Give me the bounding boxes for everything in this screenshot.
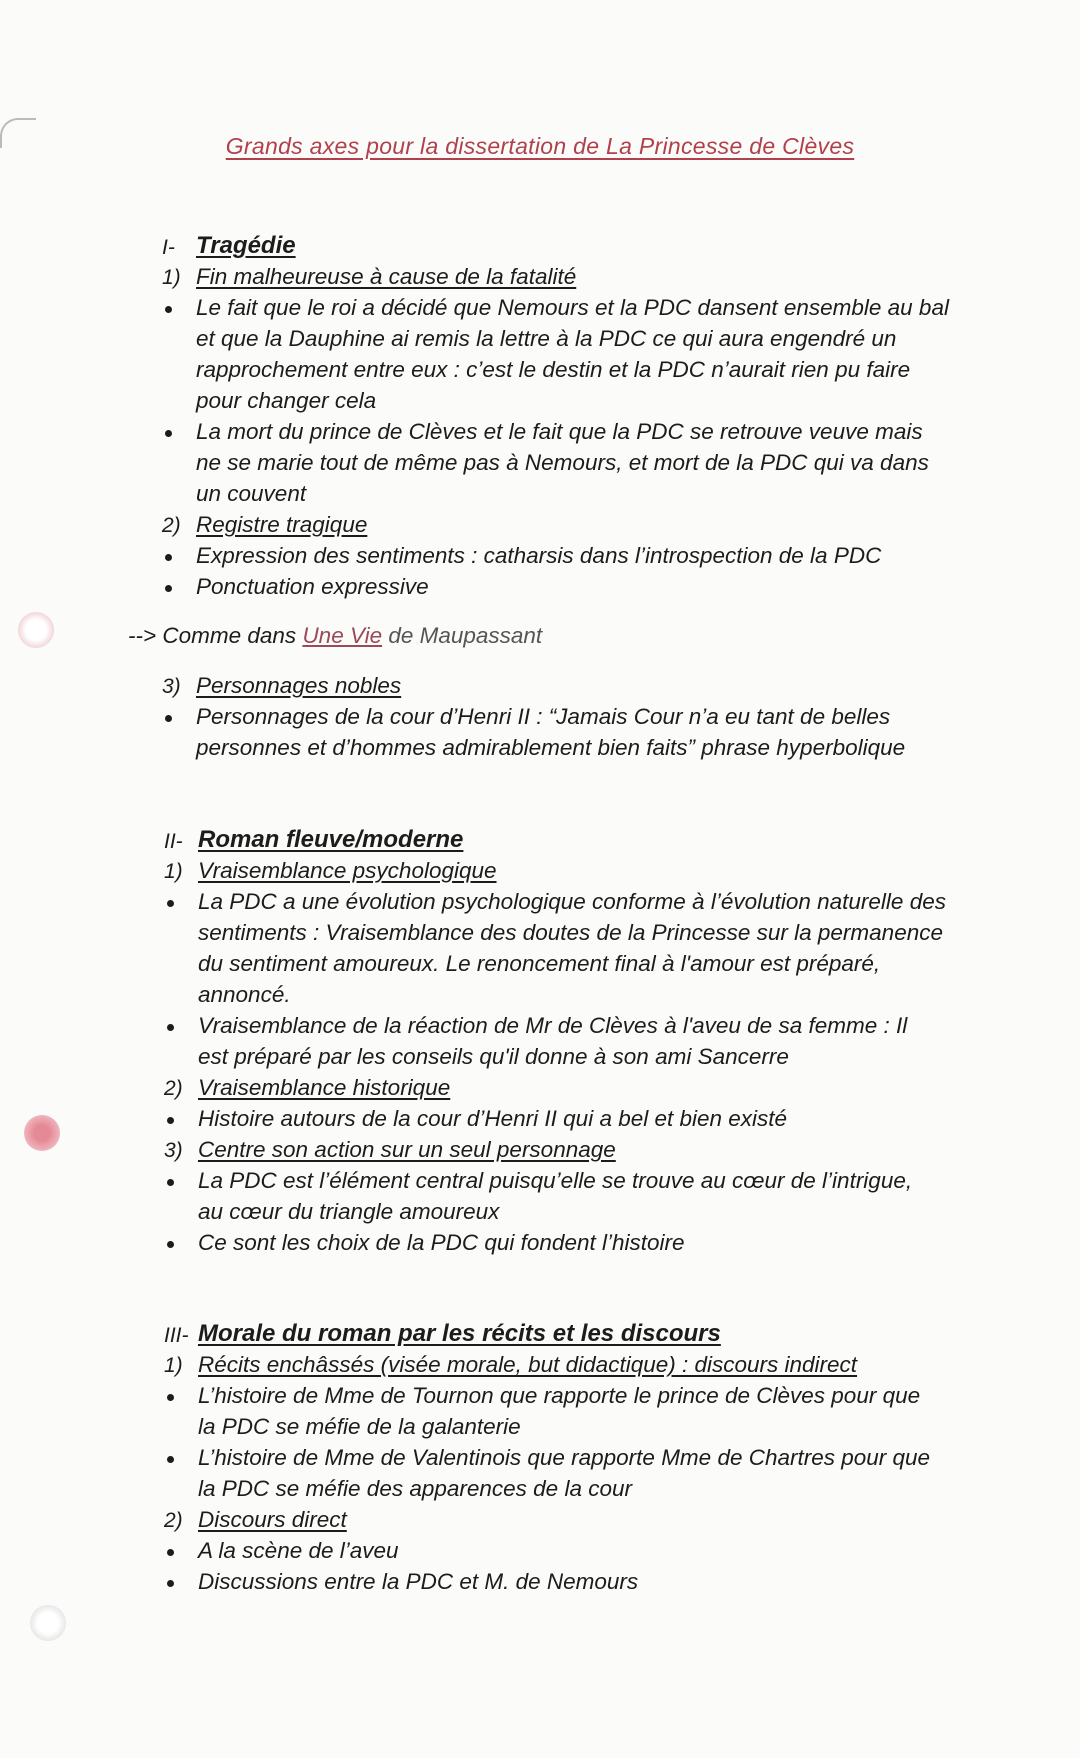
- sec2-sub0-bullet-1-line-0: L’histoire de Mme de Valentinois que rapporte Mme de Chartres pour que: [198, 1445, 931, 1470]
- section-1-numeral: II-: [164, 830, 183, 853]
- sec0-after0-number: 3): [162, 675, 181, 698]
- sec1-sub1-number: 2): [164, 1077, 183, 1100]
- punch-hole-1: [18, 612, 54, 648]
- sec0-after0-bullet-0-line-0: Personnages de la cour d’Henri II : “Jamais Cour n’a eu tant de belles: [196, 704, 891, 729]
- section-1-heading: Roman fleuve/moderne: [198, 826, 464, 853]
- sec1-sub2-bullet-0-line-1: au cœur du triangle amoureux: [198, 1199, 500, 1224]
- sec2-sub0-bullet-1: [167, 1456, 174, 1463]
- sec0-sub0-bullet-0: [165, 306, 172, 313]
- sec0-sub0-bullet-0-line-3: pour changer cela: [196, 388, 377, 413]
- sec0-after0-bullet-0-line-1: personnes et d’hommes admirablement bien faits” phrase hyperbolique: [196, 735, 906, 760]
- sec0-sub0-number: 1): [162, 266, 181, 289]
- sec1-sub1-title: Vraisemblance historique: [198, 1075, 451, 1100]
- sec1-sub2-number: 3): [164, 1139, 183, 1162]
- sec2-sub0-title: Récits enchâssés (visée morale, but didactique) : discours indirect: [198, 1352, 858, 1377]
- note-prefix: --> Comme dans: [128, 623, 303, 648]
- sec1-sub0-number: 1): [164, 860, 183, 883]
- section-2-heading: Morale du roman par les récits et les discours: [198, 1320, 721, 1347]
- sec1-sub2-title: Centre son action sur un seul personnage: [198, 1137, 616, 1162]
- sec1-sub0-bullet-0: [167, 900, 174, 907]
- sec0-sub0-bullet-0-line-0: Le fait que le roi a décidé que Nemours et la PDC dansent ensemble au bal: [196, 295, 949, 320]
- sec1-sub0-bullet-0-line-2: du sentiment amoureux. Le renoncement final à l'amour est préparé,: [198, 951, 881, 976]
- punch-hole-3: [30, 1605, 66, 1641]
- sec0-sub0-bullet-0-line-2: rapprochement entre eux : c’est le destin et la PDC n’aurait rien pu faire: [196, 357, 911, 382]
- sec0-sub1-bullet-0-line-0: Expression des sentiments : catharsis dans l’introspection de la PDC: [196, 543, 882, 568]
- sec0-sub1-number: 2): [162, 514, 181, 537]
- note-link-une-vie[interactable]: Une Vie: [302, 623, 383, 648]
- sec2-sub1-bullet-1-line-0: Discussions entre la PDC et M. de Nemours: [198, 1569, 639, 1594]
- sec1-sub0-bullet-0-line-1: sentiments : Vraisemblance des doutes de la Princesse sur la permanence: [198, 920, 943, 945]
- section-0-note: [128, 623, 542, 649]
- sec0-sub1-bullet-1-line-0: Ponctuation expressive: [196, 574, 429, 599]
- sec0-sub0-bullet-0-line-1: et que la Dauphine ai remis la lettre à la PDC ce qui aura engendré un: [196, 326, 897, 351]
- sec0-sub0-title: Fin malheureuse à cause de la fatalité: [196, 264, 577, 289]
- sec1-sub0-title: Vraisemblance psychologique: [198, 858, 497, 883]
- sec2-sub0-number: 1): [164, 1354, 183, 1377]
- sec1-sub1-bullet-0: [167, 1117, 174, 1124]
- sec2-sub1-title: Discours direct: [198, 1507, 347, 1532]
- sec0-sub1-title: Registre tragique: [196, 512, 368, 537]
- sec1-sub1-bullet-0-line-0: Histoire autours de la cour d’Henri II qui a bel et bien existé: [198, 1106, 788, 1131]
- sec1-sub2-bullet-1-line-0: Ce sont les choix de la PDC qui fondent l’histoire: [198, 1230, 685, 1255]
- sec0-sub0-bullet-1-line-0: La mort du prince de Clèves et le fait que la PDC se retrouve veuve mais: [196, 419, 923, 444]
- sec0-after0-title: Personnages nobles: [196, 673, 402, 698]
- note-suffix: de Maupassant: [382, 623, 543, 648]
- sec2-sub1-number: 2): [164, 1509, 183, 1532]
- sec2-sub1-bullet-0-line-0: A la scène de l’aveu: [198, 1538, 399, 1563]
- sec0-sub1-bullet-1: [165, 585, 172, 592]
- sec1-sub0-bullet-0-line-3: annoncé.: [198, 982, 291, 1007]
- sec0-sub0-bullet-1-line-1: ne se marie tout de même pas à Nemours, et mort de la PDC qui va dans: [196, 450, 929, 475]
- sec1-sub0-bullet-1-line-0: Vraisemblance de la réaction de Mr de Clèves à l'aveu de sa femme : Il: [198, 1013, 908, 1038]
- sec1-sub0-bullet-0-line-0: La PDC a une évolution psychologique conforme à l’évolution naturelle des: [198, 889, 946, 914]
- sec2-sub0-bullet-0: [167, 1394, 174, 1401]
- document-title: Grands axes pour la dissertation de La Princesse de Clèves: [225, 133, 855, 159]
- sec0-sub1-bullet-0: [165, 554, 172, 561]
- sec1-sub2-bullet-0-line-0: La PDC est l’élément central puisqu’elle se trouve au cœur de l’intrigue,: [198, 1168, 913, 1193]
- sec1-sub0-bullet-1: [167, 1024, 174, 1031]
- sec1-sub2-bullet-1: [167, 1241, 174, 1248]
- sec2-sub1-bullet-0: [167, 1549, 174, 1556]
- sec1-sub2-bullet-0: [167, 1179, 174, 1186]
- sec2-sub0-bullet-1-line-1: la PDC se méfie des apparences de la cour: [198, 1476, 632, 1501]
- sec2-sub0-bullet-0-line-1: la PDC se méfie de la galanterie: [198, 1414, 521, 1439]
- sec0-after0-bullet-0: [165, 715, 172, 722]
- sec2-sub1-bullet-1: [167, 1580, 174, 1587]
- sec0-sub0-bullet-1: [165, 430, 172, 437]
- section-0-heading: Tragédie: [196, 232, 296, 259]
- punch-hole-2: [24, 1115, 60, 1151]
- section-0-numeral: I-: [162, 236, 175, 259]
- sec0-sub0-bullet-1-line-2: un couvent: [196, 481, 307, 506]
- sec1-sub0-bullet-1-line-1: est préparé par les conseils qu'il donne à son ami Sancerre: [198, 1044, 789, 1069]
- section-2-numeral: III-: [164, 1324, 189, 1347]
- sec2-sub0-bullet-0-line-0: L’histoire de Mme de Tournon que rapporte le prince de Clèves pour que: [198, 1383, 921, 1408]
